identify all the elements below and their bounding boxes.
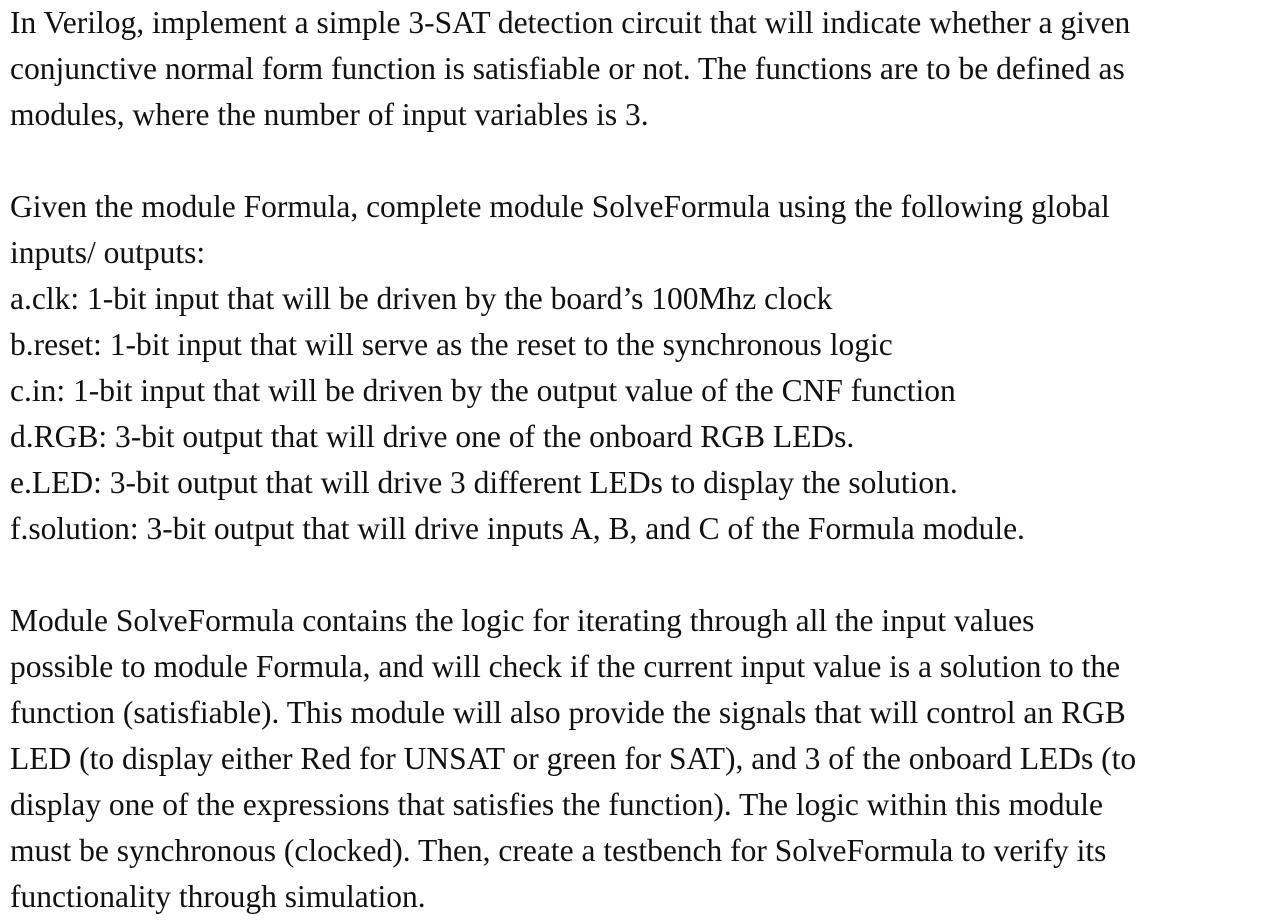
spec-item-rgb: d.RGB: 3-bit output that will drive one of the onboard RGB LEDs. [10,419,855,454]
description-line: function (satisfiable). This module will also provide the signals that will control an RGB [10,695,1126,730]
description-paragraph [10,598,1260,920]
description-line: possible to module Formula, and will check if the current input value is a solution to the [10,649,1121,684]
spec-item-reset: b.reset: 1-bit input that will serve as the reset to the synchronous logic [10,327,893,362]
spec-line: Given the module Formula, complete module SolveFormula using the following global [10,189,1110,224]
spec-item-in: c.in: 1-bit input that will be driven by the output value of the CNF function [10,373,956,408]
spec-item-solution: f.solution: 3-bit output that will drive inputs A, B, and C of the Formula module. [10,511,1025,546]
description-line: LED (to display either Red for UNSAT or green for SAT), and 3 of the onboard LEDs (to [10,741,1137,776]
description-line: Module SolveFormula contains the logic for iterating through all the input values [10,603,1035,638]
spec-item-led: e.LED: 3-bit output that will drive 3 different LEDs to display the solution. [10,465,958,500]
description-line: functionality through simulation. [10,879,426,914]
paragraph-spacer [10,552,1260,598]
spec-paragraph [10,184,1260,552]
spec-item-clk: a.clk: 1-bit input that will be driven by the board’s 100Mhz clock [10,281,833,316]
intro-line: conjunctive normal form function is satisfiable or not. The functions are to be defined as [10,51,1125,86]
intro-line: In Verilog, implement a simple 3-SAT detection circuit that will indicate whether a given [10,5,1131,40]
description-line: must be synchronous (clocked). Then, create a testbench for SolveFormula to verify its [10,833,1107,868]
document-page [10,0,1260,920]
description-line: display one of the expressions that satisfies the function). The logic within this module [10,787,1103,822]
paragraph-spacer [10,138,1260,184]
intro-paragraph [10,0,1260,138]
spec-line: inputs/ outputs: [10,235,206,270]
intro-line: modules, where the number of input variables is 3. [10,97,649,132]
